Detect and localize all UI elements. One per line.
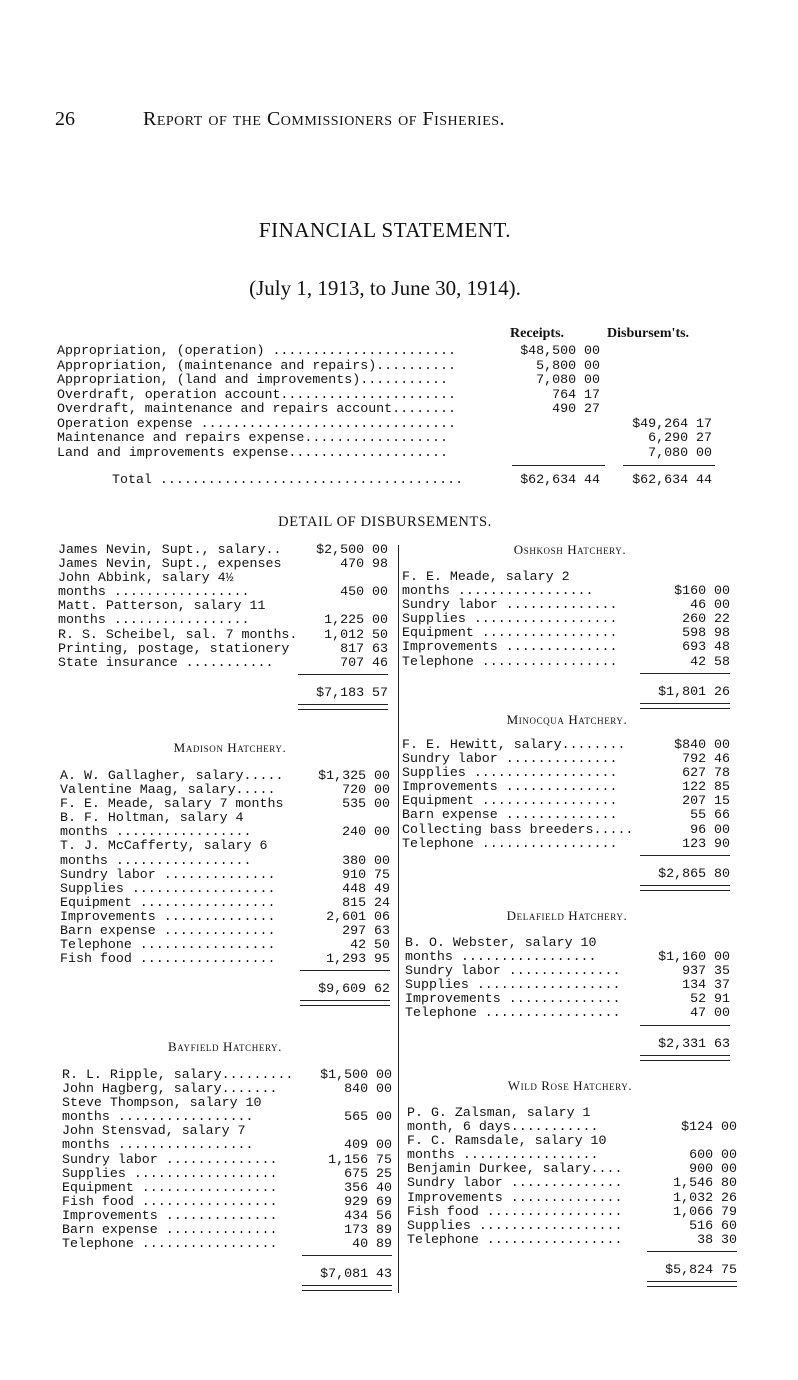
- disbursement-item: State insurance ...........: [58, 654, 274, 670]
- disbursement-item: months .................: [58, 584, 250, 600]
- total-double-rule: [300, 1000, 390, 1006]
- disbursement-item: Telephone .................: [407, 1231, 623, 1247]
- summary-table: [57, 326, 722, 490]
- summary-row: [57, 417, 722, 432]
- subtotal-rule: [647, 1251, 737, 1252]
- disbursement-item: Supplies ..................: [407, 1217, 623, 1233]
- disbursement-item: B. O. Webster, salary 10: [405, 935, 597, 950]
- disbursement-item: Improvements ..............: [62, 1207, 278, 1223]
- disbursement-row: [60, 910, 390, 924]
- disbursement-amount: $124 00: [681, 1119, 737, 1135]
- summary-row: [57, 373, 722, 388]
- disbursement-row: [58, 543, 388, 557]
- summary-row-label: Overdraft, maintenance and repairs account........: [57, 401, 456, 416]
- disbursement-amount: 516 60: [689, 1217, 737, 1233]
- section-total-row: [405, 1029, 730, 1051]
- disbursement-amount: 409 00: [344, 1137, 392, 1153]
- oshkosh-title: Oshkosh Hatchery.: [513, 542, 627, 557]
- disbursement-amount: 47 00: [690, 1005, 730, 1021]
- summary-row: [57, 446, 722, 461]
- disbursement-row: [62, 1223, 392, 1237]
- disbursement-amount: 240 00: [342, 824, 390, 840]
- section-total: $7,081 43: [320, 1266, 392, 1282]
- disbursement-item: Equipment .................: [62, 1179, 278, 1195]
- subtotal-rule: [300, 970, 390, 971]
- disbursement-item: Supplies ..................: [405, 977, 621, 993]
- disbursement-row: [62, 1167, 392, 1181]
- disbursement-row: [407, 1162, 737, 1176]
- summary-row-label: Appropriation, (land and improvements)...........: [57, 372, 448, 387]
- disbursement-item: Telephone .................: [62, 1236, 278, 1252]
- disbursement-item: F. C. Ramsdale, salary 10: [407, 1133, 607, 1149]
- receipts-column-header: Receipts.: [510, 326, 565, 341]
- disbursement-amount: 720 00: [342, 782, 390, 798]
- minocqua-title: Minocqua Hatchery.: [506, 712, 628, 727]
- disbursement-item: Sundry labor ..............: [405, 963, 621, 979]
- disbursement-item: Improvements ..............: [405, 991, 621, 1007]
- disbursement-row: [62, 1082, 392, 1096]
- disbursement-row: [407, 1120, 737, 1134]
- disbursement-amount: 815 24: [342, 894, 390, 910]
- disbursement-amount: $1,160 00: [658, 949, 730, 965]
- disbursement-amount: 42 58: [690, 653, 730, 669]
- disbursement-row: [60, 797, 390, 811]
- disbursement-item: months .................: [58, 612, 250, 628]
- disbursement-row: [407, 1219, 737, 1233]
- disbursement-row: [60, 868, 390, 882]
- summary-row-receipts: 7,080 00: [536, 372, 600, 387]
- disbursement-row: [405, 964, 730, 978]
- disbursement-row: [402, 823, 730, 837]
- bayfield-block: [62, 1068, 392, 1291]
- disbursement-amount: $840 00: [674, 737, 730, 752]
- disbursement-amount: 52 91: [690, 991, 730, 1007]
- disbursement-row: [402, 794, 730, 808]
- delafield-title: Delafield Hatchery.: [506, 908, 628, 923]
- disbursement-item: Telephone .................: [402, 835, 618, 851]
- subtotal-rule: [298, 674, 388, 675]
- disbursement-item: Barn expense ..............: [60, 923, 276, 939]
- disbursement-amount: $1,325 00: [318, 768, 390, 783]
- summary-row-receipts: 5,800 00: [536, 357, 600, 373]
- total-disbursements: $62,634 44: [632, 472, 712, 487]
- disbursement-row: [62, 1124, 392, 1138]
- disbursement-row: [60, 896, 390, 910]
- disbursement-row: [405, 936, 730, 950]
- disbursement-amount: 900 00: [689, 1161, 737, 1177]
- disbursement-amount: 707 46: [340, 654, 388, 670]
- disbursement-amount: 448 49: [342, 880, 390, 896]
- disbursement-row: [405, 992, 730, 1006]
- disbursement-amount: 792 46: [682, 751, 730, 767]
- disbursement-row: [58, 585, 388, 599]
- delafield-block: [405, 936, 730, 1061]
- disbursement-item: Equipment .................: [60, 894, 276, 910]
- total-receipts: $62,634 44: [520, 472, 600, 487]
- disbursement-row: [60, 938, 390, 952]
- disbursement-item: months .................: [62, 1137, 254, 1153]
- summary-row: [57, 402, 722, 417]
- disbursement-amount: 123 90: [682, 835, 730, 851]
- disbursement-item: Equipment .................: [402, 625, 618, 641]
- disbursement-item: Telephone .................: [405, 1005, 621, 1021]
- disbursement-amount: 55 66: [690, 807, 730, 823]
- running-title: Report of the Commissioners of Fisheries.: [143, 108, 506, 130]
- disbursement-amount: 929 69: [344, 1193, 392, 1209]
- disbursement-row: [402, 584, 730, 598]
- section-total-row: [402, 677, 730, 699]
- disbursement-item: Sundry labor ..............: [402, 597, 618, 613]
- summary-row-receipts: 490 27: [552, 401, 600, 416]
- disbursement-item: Barn expense ..............: [62, 1222, 278, 1238]
- disbursement-item: Steve Thompson, salary 10: [62, 1095, 262, 1111]
- total-double-rule: [640, 1055, 730, 1061]
- disbursement-amount: 1,012 50: [324, 626, 388, 642]
- disbursement-amount: 565 00: [344, 1109, 392, 1125]
- disbursement-amount: 2,601 06: [326, 908, 390, 924]
- general-expenses-block: [58, 543, 388, 710]
- summary-row-receipts: 764 17: [552, 386, 600, 402]
- disbursement-item: F. E. Meade, salary 7 months: [60, 796, 284, 812]
- disbursement-row: [402, 570, 730, 584]
- disbursement-row: [62, 1138, 392, 1152]
- disbursement-row: [402, 655, 730, 669]
- disbursement-amount: 598 98: [682, 625, 730, 641]
- disbursement-amount: 450 00: [340, 584, 388, 600]
- statement-title: FINANCIAL STATEMENT.: [258, 218, 512, 242]
- disbursement-item: Sundry labor ..............: [62, 1151, 278, 1167]
- disbursement-item: James Nevin, Supt., salary..: [58, 542, 282, 557]
- section-total-row: [58, 678, 388, 700]
- disbursement-amount: 434 56: [344, 1207, 392, 1223]
- disbursement-row: [402, 626, 730, 640]
- disbursement-amount: 1,066 79: [673, 1203, 737, 1219]
- disbursement-row: [60, 952, 390, 966]
- minocqua-block: [402, 738, 730, 891]
- disbursement-row: [58, 571, 388, 585]
- disbursement-item: Telephone .................: [402, 653, 618, 669]
- disbursement-item: F. E. Hewitt, salary........: [402, 737, 626, 752]
- section-total: $1,801 26: [658, 683, 730, 699]
- disbursement-row: [402, 780, 730, 794]
- disbursement-amount: 535 00: [342, 796, 390, 812]
- section-total-row: [60, 974, 390, 996]
- page-number: 26: [55, 108, 75, 130]
- summary-row: [57, 431, 722, 446]
- receipts-rule: [512, 465, 605, 466]
- disbursement-amount: 42 50: [350, 937, 390, 953]
- disbursement-item: James Nevin, Supt., expenses: [58, 556, 282, 572]
- disbursement-item: Improvements ..............: [402, 779, 618, 795]
- disbursement-amount: $1,500 00: [320, 1067, 392, 1082]
- disbursement-row: [58, 599, 388, 613]
- disbursement-row: [62, 1153, 392, 1167]
- total-double-rule: [647, 1281, 737, 1287]
- disbursements-column-header: Disbursem'ts.: [607, 326, 690, 341]
- disbursement-row: [402, 598, 730, 612]
- disbursement-row: [60, 882, 390, 896]
- statement-period: (July 1, 1913, to June 30, 1914).: [249, 276, 521, 300]
- total-double-rule: [302, 1285, 392, 1291]
- disbursement-row: [402, 738, 730, 752]
- disbursement-item: John Stensvad, salary 7: [62, 1123, 246, 1139]
- disbursement-amount: 1,225 00: [324, 612, 388, 628]
- disbursement-row: [405, 978, 730, 992]
- summary-row-receipts: $48,500 00: [520, 343, 600, 358]
- disbursement-amount: 1,293 95: [326, 951, 390, 967]
- disbursement-row: [58, 613, 388, 627]
- disbursement-amount: $2,500 00: [316, 542, 388, 557]
- disbursement-amount: 600 00: [689, 1147, 737, 1163]
- disbursement-amount: 380 00: [342, 852, 390, 868]
- disbursement-amount: 627 78: [682, 765, 730, 781]
- disbursement-item: Sundry labor ..............: [60, 866, 276, 882]
- summary-row-label: Overdraft, operation account......................: [57, 386, 456, 402]
- disbursement-item: Matt. Patterson, salary 11: [58, 598, 266, 614]
- disbursement-item: John Hagberg, salary.......: [62, 1081, 278, 1097]
- disbursement-row: [407, 1106, 737, 1120]
- summary-row-disbursements: $49,264 17: [632, 415, 712, 431]
- section-total: $5,824 75: [665, 1261, 737, 1277]
- disbursement-amount: 40 89: [352, 1236, 392, 1252]
- disbursement-amount: 134 37: [682, 977, 730, 993]
- disbursement-item: Collecting bass breeders.....: [402, 821, 634, 837]
- disbursement-item: months .................: [405, 949, 597, 965]
- disbursement-item: Supplies ..................: [402, 765, 618, 781]
- disbursement-item: Valentine Maag, salary.....: [60, 782, 276, 798]
- disbursement-item: A. W. Gallagher, salary.....: [60, 768, 284, 783]
- disbursement-item: Sundry labor ..............: [407, 1175, 623, 1191]
- disbursement-item: R. L. Ripple, salary.........: [62, 1067, 294, 1082]
- total-double-rule: [298, 704, 388, 710]
- summary-row-label: Maintenance and repairs expense..................: [57, 430, 448, 445]
- disbursement-item: Fish food .................: [407, 1203, 623, 1219]
- total-label: Total ......................................: [112, 472, 464, 487]
- disbursement-amount: 122 85: [682, 779, 730, 795]
- disbursement-row: [62, 1096, 392, 1110]
- summary-row-label: Land and improvements expense....................: [57, 444, 448, 460]
- disbursement-item: Supplies ..................: [62, 1165, 278, 1181]
- summary-row: [57, 344, 722, 359]
- disbursement-amount: 470 98: [340, 556, 388, 572]
- disbursement-item: months .................: [407, 1147, 599, 1163]
- disbursement-amount: 693 48: [682, 639, 730, 655]
- disbursement-row: [402, 837, 730, 851]
- column-divider: [398, 545, 399, 1293]
- disbursement-item: Equipment .................: [402, 793, 618, 809]
- section-total: $9,609 62: [318, 981, 390, 997]
- disbursement-row: [407, 1176, 737, 1190]
- disbursement-row: [402, 808, 730, 822]
- disbursement-item: Improvements ..............: [60, 908, 276, 924]
- disbursement-row: [58, 557, 388, 571]
- disbursement-item: Supplies ..................: [402, 611, 618, 627]
- disb-rule: [623, 465, 715, 466]
- disbursement-row: [402, 766, 730, 780]
- disbursement-item: months .................: [62, 1109, 254, 1125]
- disbursement-row: [62, 1209, 392, 1223]
- disbursement-item: Fish food .................: [62, 1193, 278, 1209]
- disbursement-amount: 675 25: [344, 1165, 392, 1181]
- disbursement-item: Fish food .................: [60, 951, 276, 967]
- disbursement-row: [62, 1237, 392, 1251]
- disbursement-item: John Abbink, salary 4½: [58, 570, 234, 586]
- summary-row-disbursements: 6,290 27: [648, 430, 712, 445]
- disbursement-row: [407, 1205, 737, 1219]
- disbursement-item: Barn expense ..............: [402, 807, 618, 823]
- disbursement-item: Telephone .................: [60, 937, 276, 953]
- disbursement-row: [62, 1181, 392, 1195]
- section-total-row: [62, 1259, 392, 1281]
- disbursement-item: Printing, postage, stationery: [58, 640, 290, 656]
- subtotal-rule: [640, 855, 730, 856]
- disbursement-row: [405, 1006, 730, 1020]
- disbursement-amount: 817 63: [340, 640, 388, 656]
- disbursement-row: [407, 1148, 737, 1162]
- wildrose-block: [407, 1106, 737, 1287]
- disbursement-amount: 840 00: [344, 1081, 392, 1097]
- disbursement-row: [60, 783, 390, 797]
- total-double-rule: [640, 885, 730, 891]
- section-total: $7,183 57: [316, 684, 388, 700]
- disbursement-item: month, 6 days...........: [407, 1119, 599, 1135]
- bayfield-title: Bayfield Hatchery.: [167, 1039, 283, 1054]
- disbursement-item: Improvements ..............: [402, 639, 618, 655]
- summary-rows: [57, 344, 722, 460]
- disbursement-item: R. S. Scheibel, sal. 7 months.: [58, 626, 298, 642]
- disbursement-row: [60, 825, 390, 839]
- disbursement-amount: 260 22: [682, 611, 730, 627]
- disbursement-amount: 1,156 75: [328, 1151, 392, 1167]
- disbursement-row: [402, 612, 730, 626]
- madison-block: [60, 769, 390, 1006]
- disbursement-row: [407, 1134, 737, 1148]
- disbursement-row: [62, 1110, 392, 1124]
- section-total: $2,865 80: [658, 865, 730, 881]
- section-total: $2,331 63: [658, 1035, 730, 1051]
- disbursement-amount: 937 35: [682, 963, 730, 979]
- disbursement-row: [60, 854, 390, 868]
- disbursement-row: [60, 811, 390, 825]
- disbursement-amount: 96 00: [690, 821, 730, 837]
- summary-row: [57, 388, 722, 403]
- summary-total-row: [57, 470, 722, 490]
- disbursement-row: [62, 1195, 392, 1209]
- disbursement-item: Supplies ..................: [60, 880, 276, 896]
- summary-row: [57, 359, 722, 374]
- disbursement-item: B. F. Holtman, salary 4: [60, 810, 244, 826]
- disbursement-amount: 1,032 26: [673, 1189, 737, 1205]
- summary-row-label: Operation expense ................................: [57, 415, 456, 431]
- disbursement-row: [62, 1068, 392, 1082]
- disbursement-item: Improvements ..............: [407, 1189, 623, 1205]
- section-total-row: [402, 859, 730, 881]
- disbursement-amount: 46 00: [690, 597, 730, 613]
- disbursement-row: [405, 950, 730, 964]
- disbursement-row: [407, 1191, 737, 1205]
- disbursement-amount: 1,546 80: [673, 1175, 737, 1191]
- subtotal-rule: [640, 1025, 730, 1026]
- disbursement-amount: 297 63: [342, 923, 390, 939]
- subtotal-rule: [302, 1255, 392, 1256]
- disbursement-item: T. J. McCafferty, salary 6: [60, 838, 268, 854]
- wildrose-title: Wild Rose Hatchery.: [507, 1078, 633, 1093]
- disbursement-row: [60, 839, 390, 853]
- disbursement-amount: 356 40: [344, 1179, 392, 1195]
- disbursement-row: [58, 656, 388, 670]
- summary-header: [57, 326, 722, 344]
- disbursement-item: P. G. Zalsman, salary 1: [407, 1105, 591, 1120]
- disbursement-row: [402, 752, 730, 766]
- disbursement-row: [402, 640, 730, 654]
- summary-row-label: Appropriation, (operation) .......................: [57, 343, 456, 358]
- disbursement-item: Benjamin Durkee, salary....: [407, 1161, 623, 1177]
- disbursement-row: [60, 769, 390, 783]
- disbursement-row: [58, 628, 388, 642]
- disbursement-row: [60, 924, 390, 938]
- oshkosh-block: [402, 570, 730, 709]
- disbursement-row: [407, 1233, 737, 1247]
- disbursement-row: [58, 642, 388, 656]
- disbursement-item: Sundry labor ..............: [402, 751, 618, 767]
- summary-row-label: Appropriation, (maintenance and repairs)..........: [57, 357, 456, 373]
- disbursement-amount: 910 75: [342, 866, 390, 882]
- disbursement-amount: $160 00: [674, 583, 730, 599]
- disbursement-item: F. E. Meade, salary 2: [402, 569, 570, 584]
- madison-title: Madison Hatchery.: [173, 740, 287, 755]
- disbursement-item: months .................: [60, 824, 252, 840]
- running-header: [55, 108, 738, 138]
- subtotal-rule: [640, 673, 730, 674]
- disbursement-item: months .................: [60, 852, 252, 868]
- disbursement-amount: 207 15: [682, 793, 730, 809]
- disbursement-item: months .................: [402, 583, 594, 599]
- summary-row-disbursements: 7,080 00: [648, 444, 712, 460]
- detail-title: DETAIL OF DISBURSEMENTS.: [278, 514, 492, 530]
- disbursement-amount: 38 30: [697, 1231, 737, 1247]
- total-double-rule: [640, 703, 730, 709]
- section-total-row: [407, 1255, 737, 1277]
- disbursement-amount: 173 89: [344, 1222, 392, 1238]
